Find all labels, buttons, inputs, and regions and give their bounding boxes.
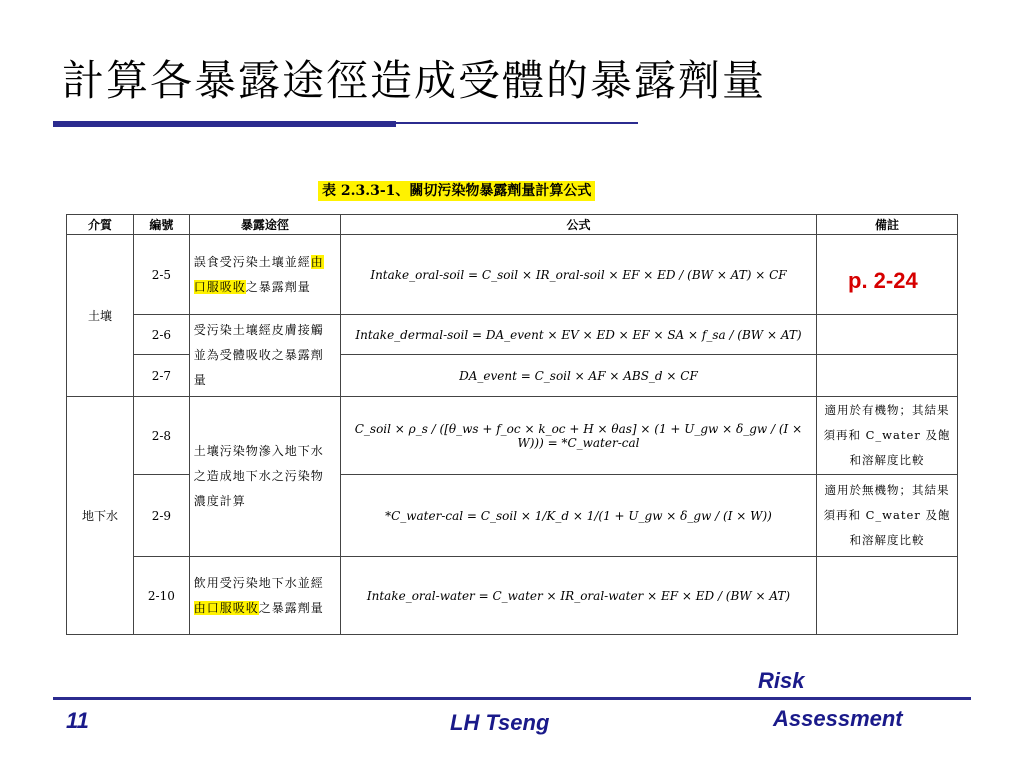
note-cell: 適用於無機物；其結果須再和 C_water 及飽和溶解度比較 [816,475,957,557]
slide-title: 計算各暴露途徑造成受體的暴露劑量 [62,56,767,105]
formula-cell: C_soil × ρ_s / ([θ_ws + f_oc × k_oc + H × θas] × (1 + U_gw × δ_gw / (I × W))) = *C_water-cal [340,397,816,475]
id-cell: 2-9 [133,475,189,557]
page-reference: p. 2-24 [848,268,918,293]
id-cell: 2-6 [133,315,189,355]
table-row [67,315,958,355]
slide-number: 11 [66,708,89,733]
note-cell [816,315,957,355]
header-route: 暴露途徑 [189,215,340,235]
note-cell: 適用於有機物；其結果須再和 C_water 及飽和溶解度比較 [816,397,957,475]
formula-cell: Intake_oral-soil = C_soil × IR_oral-soil × EF × ED / (BW × AT) × CF [340,235,816,315]
route-cell [189,557,340,635]
id-cell: 2-5 [133,235,189,315]
footer-assessment: Assessment [773,706,903,731]
header-note: 備註 [816,215,957,235]
route-highlight: 由口服吸收 [193,600,259,615]
note-cell [816,355,957,397]
footer-risk: Risk [758,668,805,693]
route-text: 誤食受污染土壤並經 [193,254,311,269]
formula-cell: DA_event = C_soil × AF × ABS_d × CF [340,355,816,397]
route-text: 之暴露劑量 [258,600,324,615]
route-cell [189,235,340,315]
table-row [67,235,958,315]
exposure-formula-table [66,214,958,635]
header-formula: 公式 [340,215,816,235]
note-cell [816,557,957,635]
title-underline-thin [396,122,638,124]
table-row [67,557,958,635]
id-cell: 2-8 [133,397,189,475]
table-header-row [67,215,958,235]
header-medium: 介質 [67,215,134,235]
footer-divider [53,697,971,700]
footer-author: LH Tseng [450,710,550,735]
medium-cell: 土壤 [67,235,134,397]
id-cell: 2-7 [133,355,189,397]
table-caption: 表 2.3.3-1、關切污染物暴露劑量計算公式 [318,181,595,201]
formula-cell: Intake_dermal-soil = DA_event × EV × ED × EF × SA × f_sa / (BW × AT) [340,315,816,355]
medium-cell: 地下水 [67,397,134,635]
formula-cell: *C_water-cal = C_soil × 1/K_d × 1/(1 + U_gw × δ_gw / (I × W)) [340,475,816,557]
route-text: 之暴露劑量 [245,279,311,294]
route-text: 飲用受污染地下水並經 [193,575,324,590]
route-highlight: 由口服吸收 [193,254,324,294]
table-row [67,397,958,475]
route-cell: 受污染土壤經皮膚接觸並為受體吸收之暴露劑量 [189,315,340,397]
route-cell: 土壤污染物滲入地下水之造成地下水之污染物濃度計算 [189,397,340,557]
formula-cell: Intake_oral-water = C_water × IR_oral-water × EF × ED / (BW × AT) [340,557,816,635]
id-cell: 2-10 [133,557,189,635]
header-id: 編號 [133,215,189,235]
title-underline-thick [53,121,396,127]
